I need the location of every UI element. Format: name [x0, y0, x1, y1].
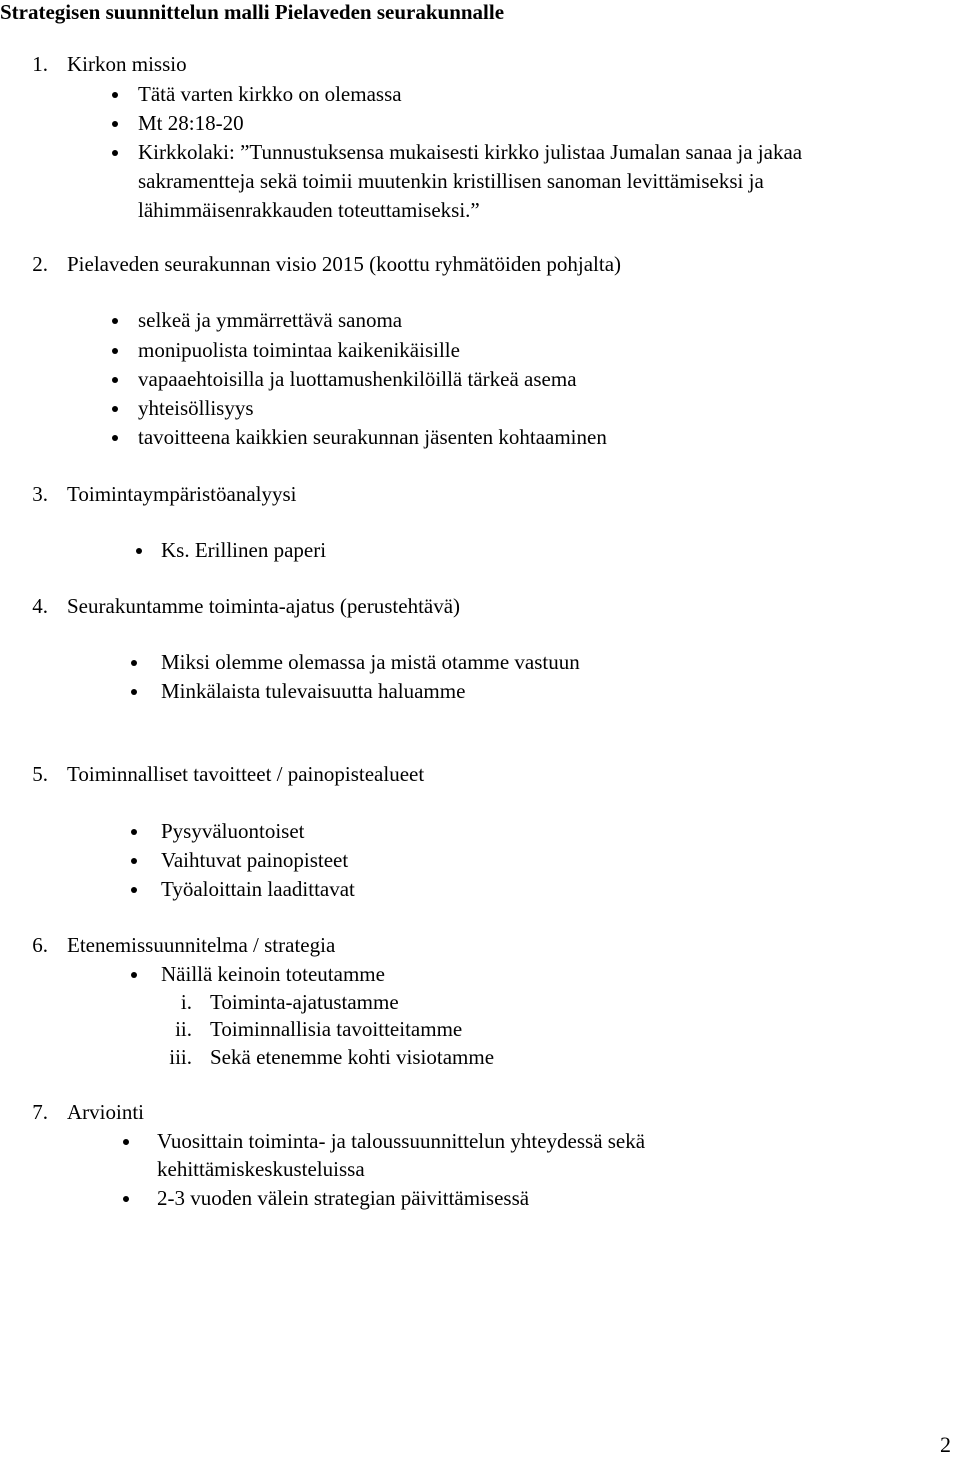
- list-item: Työaloittain laadittavat: [161, 877, 355, 901]
- bullet-icon: [131, 689, 137, 695]
- list-item: vapaaehtoisilla ja luottamushenkilöillä tärkeä asema: [138, 367, 577, 391]
- sub-list-item: Toiminnallisia tavoitteitamme: [210, 1017, 463, 1041]
- section-heading: Etenemissuunnitelma / strategia: [67, 933, 336, 957]
- bullet-icon: [136, 548, 142, 554]
- section-number: 7.: [32, 1100, 48, 1124]
- roman-numeral: iii.: [169, 1045, 192, 1069]
- section-number: 3.: [32, 482, 48, 506]
- bullet-icon: [112, 406, 118, 412]
- bullet-icon: [112, 377, 118, 383]
- sub-list-item: Toiminta-ajatustamme: [210, 990, 399, 1014]
- list-item-continuation: lähimmäisenrakkauden toteuttamiseksi.”: [138, 198, 480, 222]
- section-number: 2.: [32, 252, 48, 276]
- section-number: 6.: [32, 933, 48, 957]
- roman-numeral: ii.: [175, 1017, 192, 1041]
- roman-numeral: i.: [180, 990, 192, 1014]
- list-item: Mt 28:18-20: [138, 111, 244, 135]
- list-item-continuation: kehittämiskeskusteluissa: [157, 1157, 365, 1181]
- list-item: Minkälaista tulevaisuutta haluamme: [161, 679, 466, 703]
- bullet-icon: [112, 150, 118, 156]
- bullet-icon: [112, 348, 118, 354]
- document-title: Strategisen suunnittelun malli Pielaveden seurakunnalle: [0, 0, 505, 24]
- list-item: Vaihtuvat painopisteet: [161, 848, 349, 872]
- list-item: Tätä varten kirkko on olemassa: [138, 82, 402, 106]
- page-number: 2: [940, 1432, 951, 1457]
- list-item: Kirkkolaki: ”Tunnustuksensa mukaisesti kirkko julistaa Jumalan sanaa ja jakaa: [138, 140, 803, 164]
- section-heading: Toiminnalliset tavoitteet / painopistealueet: [67, 762, 425, 786]
- bullet-icon: [123, 1139, 129, 1145]
- list-item-continuation: sakramentteja sekä toimii muutenkin kristillisen sanoman levittämiseksi ja: [138, 169, 764, 193]
- section-number: 5.: [32, 762, 48, 786]
- bullet-icon: [131, 887, 137, 893]
- bullet-icon: [131, 972, 137, 978]
- section-number: 1.: [32, 52, 48, 76]
- section-heading: Pielaveden seurakunnan visio 2015 (koottu ryhmätöiden pohjalta): [67, 252, 622, 276]
- section-heading: Kirkon missio: [67, 52, 187, 76]
- bullet-icon: [112, 121, 118, 127]
- bullet-icon: [131, 829, 137, 835]
- section-heading: Seurakuntamme toiminta-ajatus (perustehtävä): [67, 594, 461, 618]
- list-item: Miksi olemme olemassa ja mistä otamme vastuun: [161, 650, 580, 674]
- list-item: Näillä keinoin toteutamme: [161, 962, 385, 986]
- bullet-icon: [123, 1196, 129, 1202]
- list-item: yhteisöllisyys: [138, 396, 254, 420]
- list-item: Pysyväluontoiset: [161, 819, 305, 843]
- list-item: Vuosittain toiminta- ja taloussuunnittelun yhteydessä sekä: [157, 1129, 646, 1153]
- section-heading: Toimintaympäristöanalyysi: [67, 482, 297, 506]
- list-item: Ks. Erillinen paperi: [161, 538, 327, 562]
- bullet-icon: [112, 318, 118, 324]
- bullet-icon: [131, 858, 137, 864]
- section-heading: Arviointi: [67, 1100, 144, 1124]
- list-item: selkeä ja ymmärrettävä sanoma: [138, 308, 403, 332]
- section-number: 4.: [32, 594, 48, 618]
- bullet-icon: [131, 660, 137, 666]
- list-item: tavoitteena kaikkien seurakunnan jäsenten kohtaaminen: [138, 425, 607, 449]
- list-item: monipuolista toimintaa kaikenikäisille: [138, 338, 460, 362]
- sub-list-item: Sekä etenemme kohti visiotamme: [210, 1045, 495, 1069]
- list-item: 2-3 vuoden välein strategian päivittämisessä: [157, 1186, 530, 1210]
- bullet-icon: [112, 435, 118, 441]
- bullet-icon: [112, 92, 118, 98]
